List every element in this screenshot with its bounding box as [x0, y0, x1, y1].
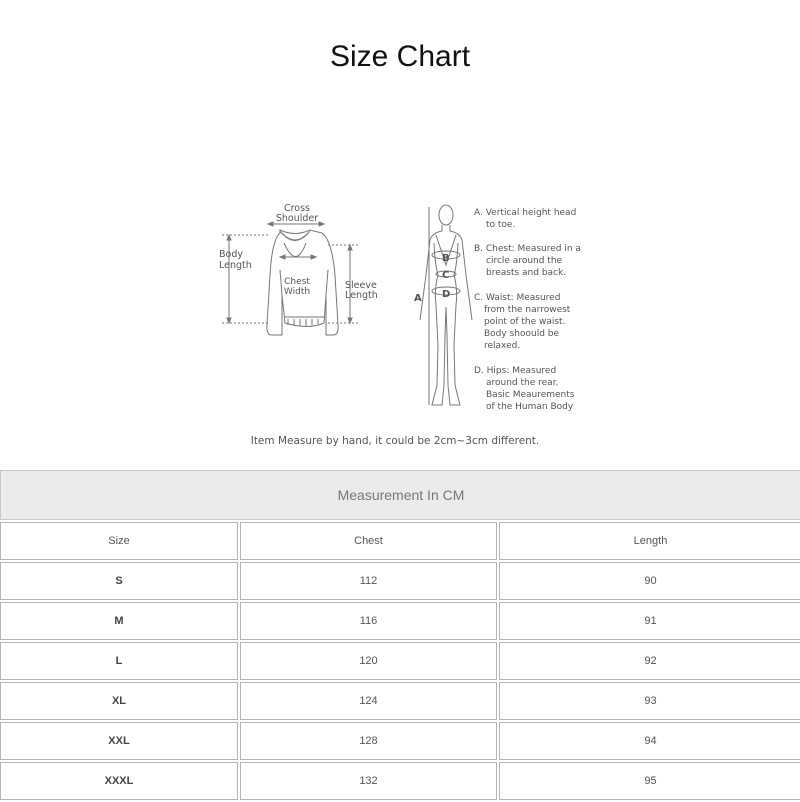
legend-d-line: D. Hips: Measured: [474, 366, 557, 376]
size-cell: L: [0, 642, 238, 680]
measurement-arrows: [222, 222, 358, 323]
page-title: Size Chart: [329, 40, 471, 73]
measurement-illustration: [210, 195, 600, 420]
label-body-length: Body: [219, 249, 243, 260]
header-length: Length: [499, 522, 800, 560]
length-cell: 94: [499, 722, 800, 760]
chest-cell: 132: [240, 762, 497, 800]
length-cell: 90: [499, 562, 800, 600]
marker-c: C: [442, 270, 450, 281]
table-row: [0, 642, 800, 680]
label-chest-width: Chest: [284, 277, 310, 287]
table-header-row: [0, 522, 800, 560]
legend-a-line: to toe.: [486, 220, 516, 230]
legend-c-line: Body shoould be: [484, 329, 560, 339]
legend-d-line: of the Human Body: [486, 402, 574, 412]
label-cross-shoulder: Shoulder: [275, 213, 319, 224]
header-chest: Chest: [240, 522, 497, 560]
size-table: [0, 468, 800, 802]
legend-d-line: around the rear.: [486, 378, 559, 388]
legend-c-line: C. Waist: Measured: [474, 293, 561, 303]
measurement-legend: [474, 208, 581, 412]
chest-cell: 116: [240, 602, 497, 640]
legend-b-line: B. Chest: Measured in a: [474, 244, 581, 254]
legend-b-line: breasts and back.: [486, 268, 567, 278]
size-cell: XXL: [0, 722, 238, 760]
size-cell: XXXL: [0, 762, 238, 800]
body-figure: [420, 205, 472, 405]
legend-d-line: Basic Meaurements: [486, 390, 575, 400]
table-row: [0, 722, 800, 760]
length-cell: 95: [499, 762, 800, 800]
size-cell: S: [0, 562, 238, 600]
table-row: [0, 602, 800, 640]
chest-cell: 112: [240, 562, 497, 600]
label-cross-shoulder: Cross: [283, 203, 311, 214]
label-sleeve-length: Sleeve: [345, 280, 377, 291]
legend-c-line: from the narrowest: [484, 305, 571, 315]
label-chest-width: Width: [283, 287, 311, 297]
length-cell: 93: [499, 682, 800, 720]
table-row: [0, 562, 800, 600]
table-row: [0, 762, 800, 800]
legend-b-line: circle around the: [486, 256, 563, 266]
size-cell: XL: [0, 682, 238, 720]
chest-cell: 120: [240, 642, 497, 680]
header-size: Size: [0, 522, 238, 560]
label-sleeve-length: Length: [345, 290, 378, 301]
label-body-length: Length: [219, 260, 252, 271]
chest-cell: 124: [240, 682, 497, 720]
table-caption: Measurement In CM: [0, 470, 800, 520]
table-row: [0, 682, 800, 720]
measurement-note: Item Measure by hand, it could be 2cm~3cm different.: [250, 435, 540, 447]
length-cell: 91: [499, 602, 800, 640]
marker-d: D: [442, 289, 451, 300]
marker-b: B: [442, 253, 450, 264]
legend-a-line: A. Vertical height head: [474, 208, 577, 218]
legend-c-line: relaxed.: [484, 341, 521, 351]
marker-a: A: [414, 293, 422, 304]
chest-cell: 128: [240, 722, 497, 760]
size-cell: M: [0, 602, 238, 640]
legend-c-line: point of the waist.: [484, 317, 566, 327]
length-cell: 92: [499, 642, 800, 680]
